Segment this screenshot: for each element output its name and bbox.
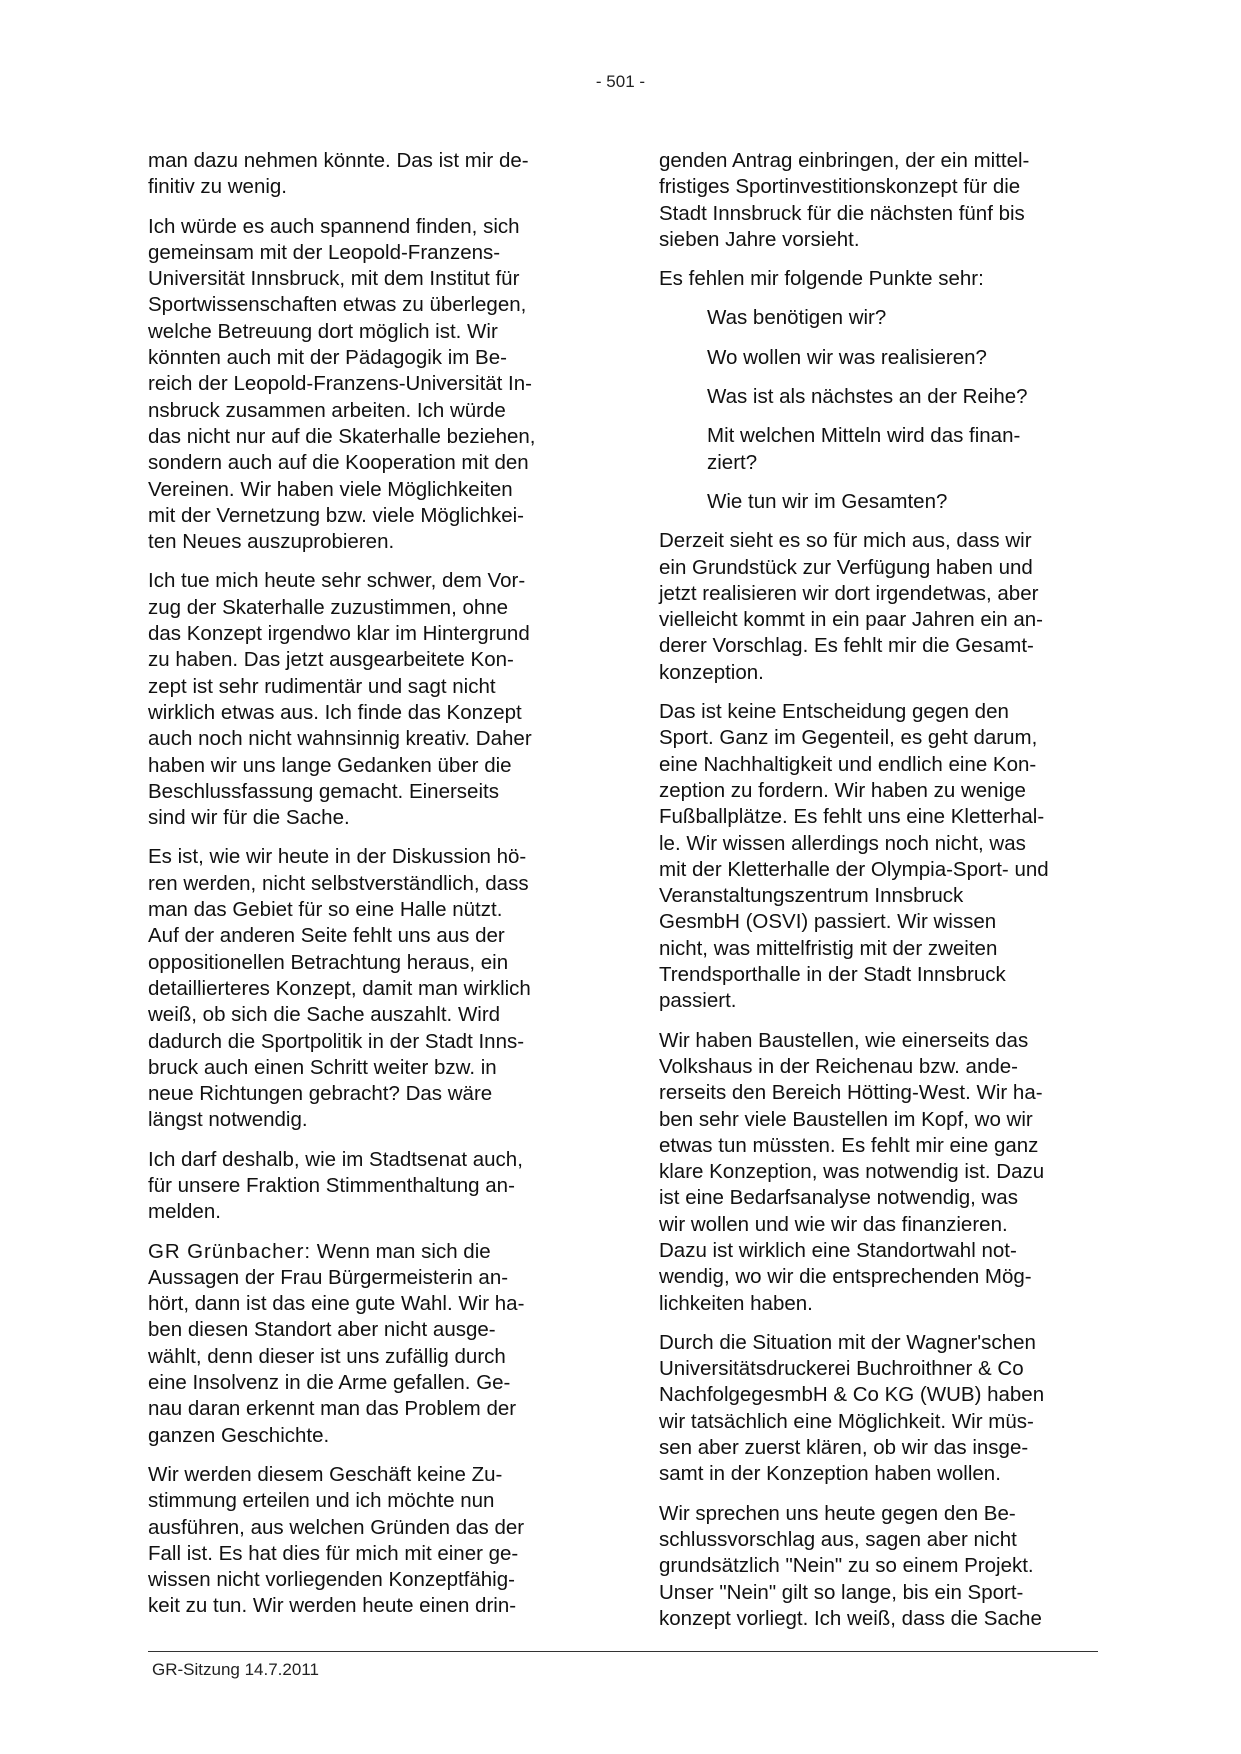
paragraph: Ich darf deshalb, wie im Stadtsenat auch, für unsere Fraktion Stimmenthaltung an- melden. [148, 1147, 523, 1224]
paragraph: Ich tue mich heute sehr schwer, dem Vor- zug der Skaterhalle zuzustimmen, ohne das Konzept irgendwo klar im Hintergrund zu haben. Das jetzt ausgearbeitete Kon- zept ist sehr rudimentär und sagt nicht wirklich etwas aus. Ich finde das Konzept auch noch nicht wahnsinnig kreativ. Daher haben wir uns lange Gedanken über die Beschlussfassung gemacht. Einerseits sind wir für die Sache. [148, 569, 532, 830]
speaker-name: GR Grünbacher: [148, 1239, 311, 1263]
paragraph: genden Antrag einbringen, der ein mittel- fristiges Sportinvestitionskonzept für die Stadt Innsbruck für die nächsten fünf bis sieben Jahre vorsieht. [659, 149, 1030, 251]
footer-divider [148, 1651, 1098, 1652]
paragraph: Das ist keine Entscheidung gegen den Sport. Ganz im Gegenteil, es geht darum, eine Nachhaltigkeit und endlich eine Kon- zeption zu fordern. Wir haben zu wenige Fußballplätze. Es fehlt uns eine Kletterhal- le. Wir wissen allerdings noch nicht, was mit der Kletterhalle der Olympia-Sport- und Veranstaltungszentrum Innsbruck GesmbH (OSVI) passiert. Wir wissen nicht, was mittelfristig mit der zweiten Trendsporthalle in der Stadt Innsbruck passiert. [659, 700, 1049, 1013]
paragraph: Es ist, wie wir heute in der Diskussion hö- ren werden, nicht selbstverständlich, dass man das Gebiet für so eine Halle nützt. Auf der anderen Seite fehlt uns aus der oppositionellen Betrachtung heraus, ein detaillierteres Konzept, damit man wirklich weiß, ob sich die Sache auszahlt. Wird dadurch die Sportpolitik in der Stadt Inns- bruck auch einen Schritt weiter bzw. in neue Richtungen gebracht? Das wäre längst notwendig. [148, 845, 531, 1132]
footer-session-date: GR-Sitzung 14.7.2011 [152, 1660, 319, 1679]
right-column [659, 148, 1107, 1645]
paragraph: man dazu nehmen könnte. Das ist mir de- finitiv zu wenig. [148, 149, 529, 199]
question-item: Was ist als nächstes an der Reihe? [707, 385, 1028, 409]
question-item: Wie tun wir im Gesamten? [707, 489, 948, 513]
speaker-paragraph [148, 1239, 588, 1449]
speaker-text: Wenn man sich die Aussagen der Frau Bürgermeisterin an- hört, dann ist das eine gute Wahl. Wir ha- ben diesen Standort aber nicht ausge- wählt, denn dieser ist uns zufällig durch eine Insolvenz in die Arme gefallen. Ge- nau daran erkennt man das Problem der ganzen Geschichte. [148, 1239, 525, 1447]
paragraph: Durch die Situation mit der Wagner'schen Universitätsdruckerei Buchroithner & Co NachfolgegesmbH & Co KG (WUB) haben wir tatsächlich eine Möglichkeit. Wir müs- sen aber zuerst klären, ob wir das insge- samt in der Konzeption haben wollen. [659, 1330, 1045, 1486]
question-item: Mit welchen Mitteln wird das finan- ziert? [707, 424, 1021, 474]
page-number: - 501 - [595, 72, 646, 91]
question-item: Wo wollen wir was realisieren? [707, 345, 987, 369]
paragraph: Wir werden diesem Geschäft keine Zu- stimmung erteilen und ich möchte nun ausführen, aus welchen Gründen das der Fall ist. Es hat dies für mich mit einer ge- wissen nicht vorliegenden Konzeptfähig- keit zu tun. Wir werden heute einen drin- [148, 1462, 525, 1618]
paragraph: Derzeit sieht es so für mich aus, dass wir ein Grundstück zur Verfügung haben und jetzt realisieren wir dort irgendetwas, aber vielleicht kommt in ein paar Jahren ein an- derer Vorschlag. Es fehlt mir die Gesamt- konzeption. [659, 529, 1043, 684]
paragraph: Wir haben Baustellen, wie einerseits das Volkshaus in der Reichenau bzw. ande- rerseits den Bereich Hötting-West. Wir ha- ben sehr viele Baustellen im Kopf, wo wir etwas tun müssten. Es fehlt mir eine ganz klare Konzeption, was notwendig ist. Dazu ist eine Bedarfsanalyse notwendig, was wir wollen und wie wir das finanzieren. Dazu ist wirklich eine Standortwahl not- wendig, wo wir die entsprechenden Mög- lichkeiten haben. [659, 1028, 1045, 1315]
left-column [148, 148, 588, 1633]
paragraph: Wir sprechen uns heute gegen den Be- schlussvorschlag aus, sagen aber nicht grundsätzlich "Nein" zu so einem Projekt. Unser "Nein" gilt so lange, bis ein Sport- konzept vorliegt. Ich weiß, dass die Sache [659, 1501, 1042, 1630]
paragraph: Es fehlen mir folgende Punkte sehr: [659, 267, 984, 291]
question-item: Was benötigen wir? [707, 306, 887, 330]
paragraph: Ich würde es auch spannend finden, sich gemeinsam mit der Leopold-Franzens- Universität Innsbruck, mit dem Institut für Sportwissenschaften etwas zu überlegen, welche Betreuung dort möglich ist. Wir könnten auch mit der Pädagogik im Be- reich der Leopold-Franzens-Universität In- nsbruck zusammen arbeiten. Ich würde das nicht nur auf die Skaterhalle beziehen, sondern auch auf die Kooperation mit den Vereinen. Wir haben viele Möglichkeiten mit der Vernetzung bzw. viele Möglichkei- ten Neues auszuprobieren. [148, 214, 536, 554]
